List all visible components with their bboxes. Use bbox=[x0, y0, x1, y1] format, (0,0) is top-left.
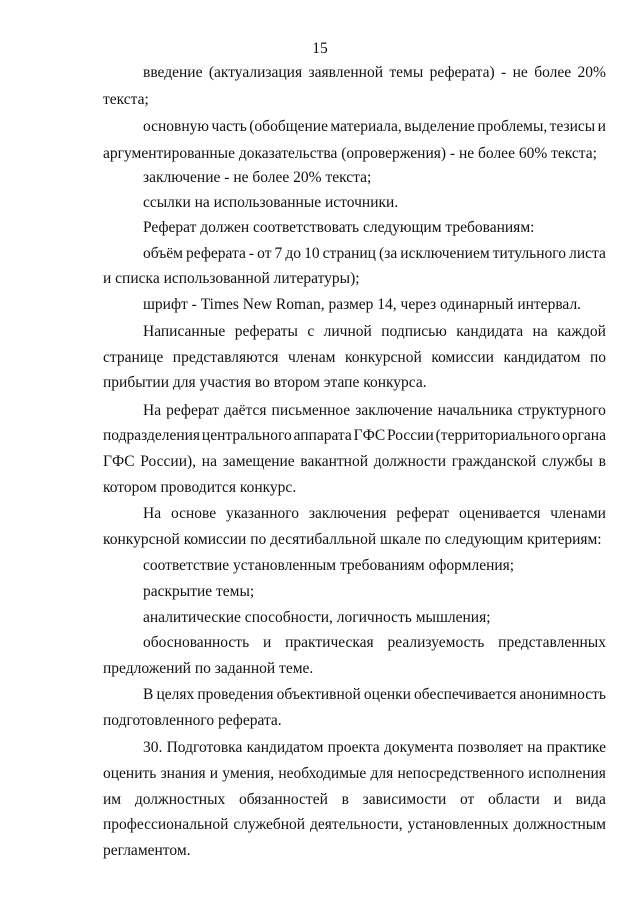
text-line: ссылки на использованные источники. bbox=[143, 194, 399, 211]
page-number: 15 bbox=[312, 40, 328, 57]
text-line: аналитические способности, логичность мышления; bbox=[143, 609, 491, 626]
text-line: В целях проведения объективной оценки обеспечивается анонимность bbox=[143, 686, 606, 703]
text-line: подразделения центрального аппарата ГФС России (территориального органа bbox=[103, 427, 606, 444]
text-line: 30. Подготовка кандидатом проекта документа позволяет на практике bbox=[143, 739, 606, 756]
text-line: профессиональной служебной деятельности, установленных должностным bbox=[103, 816, 606, 833]
text-line: котором проводится конкурс. bbox=[103, 479, 297, 496]
text-line: регламентом. bbox=[103, 842, 191, 859]
text-line: введение (актуализация заявленной темы реферата) - не более 20% bbox=[143, 64, 606, 81]
text-line: подготовленного реферата. bbox=[103, 712, 282, 729]
text-line: оценить знания и умения, необходимые для непосредственного исполнения bbox=[103, 765, 606, 782]
text-line: конкурсной комиссии по десятибалльной шкале по следующим критериям: bbox=[103, 531, 602, 548]
text-line: им должностных обязанностей в зависимости от области и вида bbox=[103, 791, 606, 808]
text-line: основную часть (обобщение материала, выделение проблемы, тезисы и bbox=[143, 118, 606, 135]
text-line: ГФС России), на замещение вакантной должности гражданской службы в bbox=[103, 453, 606, 470]
text-line: На реферат даётся письменное заключение начальника структурного bbox=[143, 402, 606, 419]
text-line: объём реферата - от 7 до 10 страниц (за исключением титульного листа bbox=[143, 245, 606, 262]
text-line: На основе указанного заключения реферат оценивается членами bbox=[143, 505, 606, 522]
text-line: текста; bbox=[103, 91, 149, 108]
text-line: и списка использованной литературы); bbox=[103, 270, 360, 287]
text-line: странице представляются членам конкурсной комиссии кандидатом по bbox=[103, 349, 606, 366]
text-line: заключение - не более 20% текста; bbox=[143, 169, 372, 186]
text-line: шрифт - Times New Roman, размер 14, через одинарный интервал. bbox=[143, 296, 582, 313]
text-line: прибытии для участия во втором этапе конкурса. bbox=[103, 374, 427, 391]
text-line: раскрытие темы; bbox=[143, 583, 255, 600]
text-line: Реферат должен соответствовать следующим требованиям: bbox=[143, 219, 535, 236]
text-line: Написанные рефераты с личной подписью кандидата на каждой bbox=[143, 323, 606, 340]
text-line: обоснованность и практическая реализуемость представленных bbox=[143, 634, 606, 651]
text-line: предложений по заданной теме. bbox=[103, 660, 314, 677]
text-line: соответствие установленным требованиям оформления; bbox=[143, 557, 515, 574]
text-line: аргументированные доказательства (опровержения) - не более 60% текста; bbox=[103, 145, 597, 162]
